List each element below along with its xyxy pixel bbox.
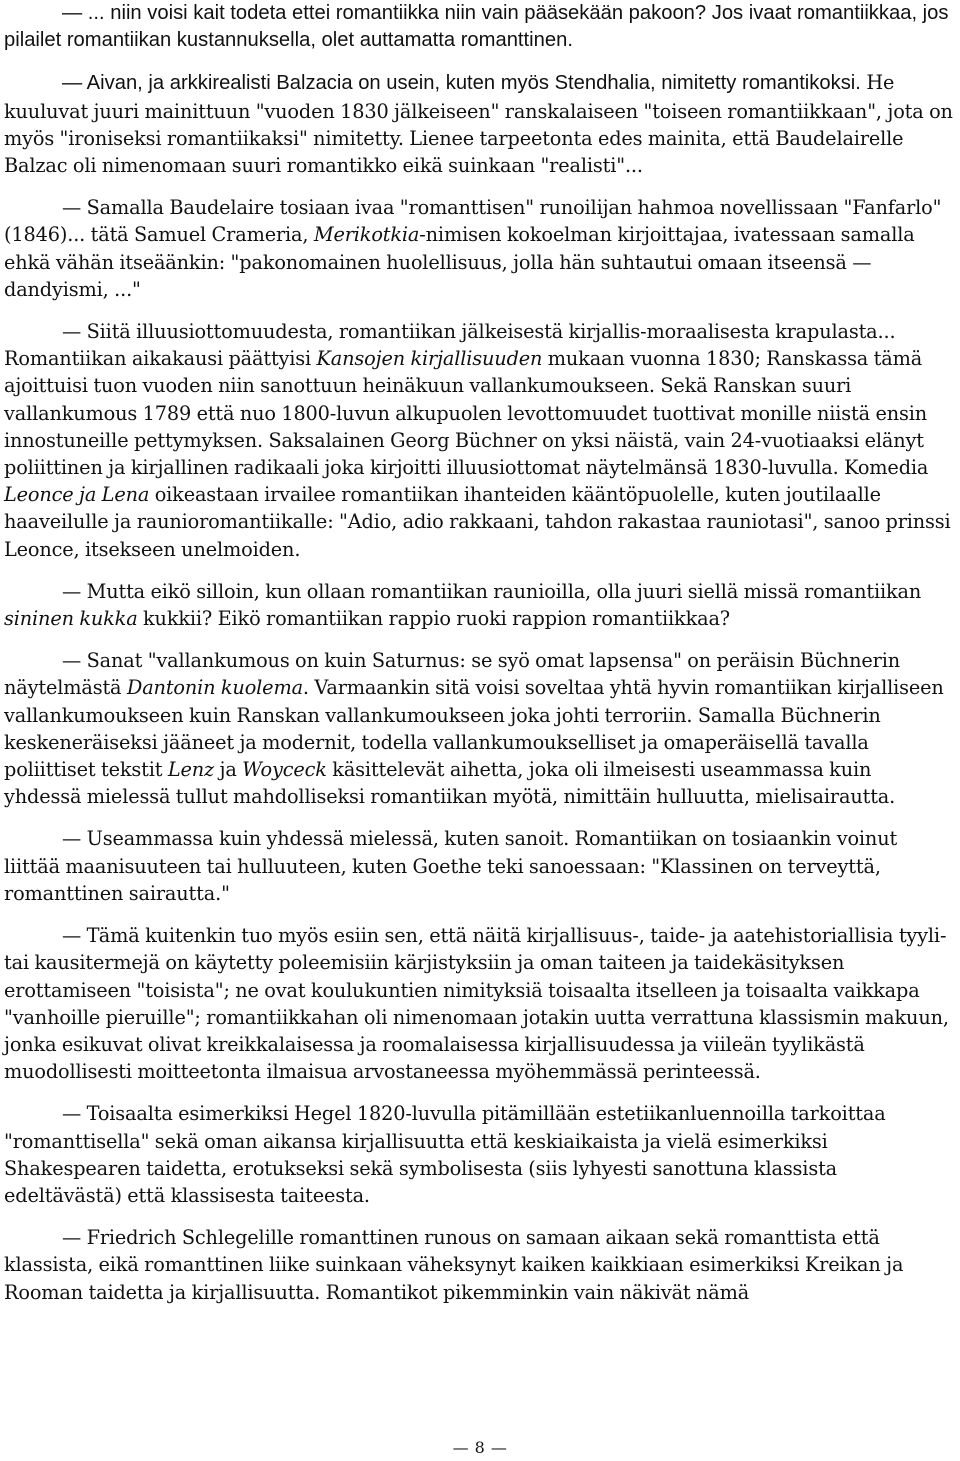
text-segment: ja: [214, 758, 243, 782]
text-segment: — Tämä kuitenkin tuo myös esiin sen, että näitä kirjallisuus-, taide- ja aatehistoriallisia tyyli- tai kausitermejä on käytetty poleemisiin kärjistyksiin ja oman taiteen ja taidekäsityksen erottamiseen "toisista"; ne ovat koulukuntien nimityksiä toisaalta itselleen ja toisaalta vaikkapa "vanhoille pieruille"; romantiikkahan oli nimenomaan jotakin uutta verrattuna klassismin makuun, jonka esikuvat olivat kreikkalaisessa ja roomalaisessa kirjallisuudessa ja viileän tyylikästä muodollisesti moitteetonta ilmaisua arvostaneessa myöhemmässä perinteessä.: [4, 924, 949, 1084]
paragraph: [4, 578, 954, 632]
text-segment: oikeastaan irvailee romantiikan ihanteiden kääntöpuolelle, kuten joutilaalle haaveilulle ja raunioromantiikalle: "Adio, adio rakkaani, tahdon rakastaa rauniotasi", sanoo prinssi Leonce, itsekseen unelmoiden.: [4, 483, 951, 561]
text-segment: -nimisen kokoelman kirjoittajaa, ivatessaan samalla ehkä vähän itseäänkin: "pakonomainen huolellisuus, jolla hän suhtautui omaan itseensä — dandyismi, ...": [4, 223, 915, 301]
paragraph: [4, 647, 954, 810]
text-segment: — Toisaalta esimerkiksi Hegel 1820-luvulla pitämillään estetiikanluennoilla tarkoittaa "romanttisella" sekä oman aikansa kirjallisuutta että keskiaikaista ja vielä esimerkiksi Shakespearen taidetta, erotukseksi sekä symbolisesta (siis lyhyesti sanottuna klassista edeltävästä) että klassisesta taiteesta.: [4, 1102, 886, 1207]
paragraph: [4, 194, 954, 303]
text-segment: — Useammassa kuin yhdessä mielessä, kuten sanoit. Romantiikan on tosiaankin voinut liittää maanisuuteen tai hulluuteen, kuten Goethe teki sanoessaan: "Klassinen on terveyttä, romanttinen sairautta.": [4, 827, 898, 905]
text-segment: — Mutta eikö silloin, kun ollaan romantiikan raunioilla, olla juuri siellä missä romantiikan: [62, 579, 922, 603]
text-segment: — Aivan, ja arkkirealisti Balzacia on usein, kuten myös Stendhalia, nimitetty romantikoksi.: [62, 72, 861, 95]
paragraph: [4, 1100, 954, 1209]
paragraph: [4, 0, 954, 54]
text-segment: — Friedrich Schlegelille romanttinen runous on samaan aikaan sekä romanttista että klassista, eikä romanttinen liike suinkaan väheksynyt kaiken kaikkiaan esimerkiksi Kreikan ja Rooman taidetta ja kirjallisuutta. Romantikot pikemminkin vain näkivät nämä: [4, 1226, 904, 1304]
italic-title: Leonce ja Lena: [4, 483, 150, 507]
document-page: [4, 0, 954, 1321]
text-segment: mukaan vuonna 1830; Ranskassa tämä ajoittuisi tuon vuoden niin sanottuun heinäkuun vallankumoukseen. Sekä Ranskan suuri vallankumous 1789 että nuo 1800-luvun alkupuolen levottomuudet tuottivat monille niistä ensin innostuneille pettymyksen. Saksalainen Georg Büchner on yksi näistä, vain 24-vuotiaaksi elänyt poliittinen ja kirjallinen radikaali joka kirjoitti illuusiottomat näytelmänsä 1830-luvulla. Komedia: [4, 347, 929, 480]
italic-title: Dantonin kuolema: [126, 676, 303, 700]
paragraph: [4, 825, 954, 907]
text-segment: . Varmaankin sitä voisi soveltaa yhtä hyvin romantiikan kirjalliseen vallankumoukseen kuin Ranskan vallankumoukseen joka johti terroriin. Samalla Büchnerin keskeneräiseksi jääneet ja modernit, todella vallankumoukselliset ja omaperäisellä tavalla poliittiset tekstit: [4, 676, 944, 782]
paragraph: [4, 69, 954, 179]
italic-title: Lenz: [167, 758, 215, 782]
paragraph: [4, 922, 954, 1085]
text-segment: — Siitä illuusiottomuudesta, romantiikan jälkeisestä kirjallis-moraalisesta krapulasta... Romantiikan aikakausi päättyisi: [4, 320, 896, 371]
text-segment: — Sanat "vallankumous on kuin Saturnus: se syö omat lapsensa" on peräisin Büchnerin näytelmästä: [4, 649, 900, 700]
page-number: — 8 —: [452, 1438, 508, 1457]
text-segment: He kuuluvat juuri mainittuun "vuoden 1830 jälkeiseen" ranskalaiseen "toiseen romantiikkaan", jota on myös "ironiseksi romantiikaksi" nimitetty. Lienee tarpeetonta edes mainita, että Baudelairelle Balzac oli nimenomaan suuri romantikko eikä suinkaan "realisti"...: [4, 71, 953, 178]
italic-title: Kansojen kirjallisuuden: [316, 347, 543, 371]
text-segment: — Samalla Baudelaire tosiaan ivaa "romanttisen" runoilijan hahmoa novellissaan "Fanfarlo" (1846)... tätä Samuel Crameria,: [4, 196, 942, 247]
italic-title: Woyceck: [242, 758, 327, 782]
text-segment: kukkii? Eikö romantiikan rappio ruoki rappion romantiikkaa?: [137, 607, 730, 631]
italic-title: Merikotkia: [313, 223, 420, 247]
italic-title: sininen kukka: [4, 607, 138, 631]
paragraph: [4, 1224, 954, 1306]
text-segment: — ... niin voisi kait todeta ettei romantiikka niin vain pääsekään pakoon? Jos ivaat romantiikkaa, jos pilailet romantiikan kustannuksella, olet auttamatta romanttinen.: [4, 2, 949, 52]
paragraph: [4, 318, 954, 563]
text-segment: käsittelevät aihetta, joka oli ilmeisesti useammassa kuin yhdessä mielessä tullut mahdolliseksi romantiikan myötä, nimittäin hulluutta, mielisairautta.: [4, 758, 896, 809]
